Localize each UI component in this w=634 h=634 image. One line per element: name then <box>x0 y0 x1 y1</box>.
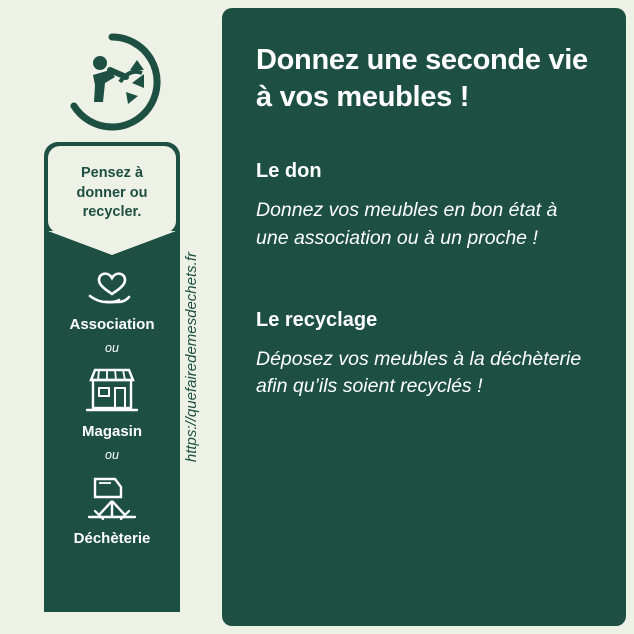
recycling-center-icon <box>44 468 180 526</box>
section-title: Le don <box>256 160 322 183</box>
banner-callout <box>48 146 176 233</box>
shop-icon <box>44 361 180 419</box>
page-title: Donnez une seconde vie à vos meubles ! <box>256 44 588 114</box>
banner-item-label: Association <box>69 316 155 333</box>
banner-item-label: Déchèterie <box>73 530 151 547</box>
hand-heart-icon <box>44 254 180 312</box>
banner-item-magasin[interactable] <box>44 361 180 440</box>
separator-or-1: ou <box>105 341 119 355</box>
recycling-person-logo <box>60 30 164 134</box>
banner-item-label: Magasin <box>81 423 142 440</box>
section-title: Le recyclage <box>256 308 378 331</box>
banner-item-association[interactable] <box>44 254 180 333</box>
section-body: Donnez vos meubles en bon état à une association ou à un proche ! <box>256 199 558 249</box>
section-le-recyclage <box>256 309 596 401</box>
banner-item-dechetterie[interactable] <box>44 468 180 547</box>
actions-banner <box>44 142 180 612</box>
website-url[interactable]: https://quefairedemesdechets.fr <box>183 252 200 463</box>
separator-or-2: ou <box>105 448 119 462</box>
section-le-don <box>256 160 596 252</box>
content-panel <box>222 8 626 626</box>
left-column <box>0 0 222 634</box>
banner-items <box>44 254 180 549</box>
section-body: Déposez vos meubles à la déchèterie afin qu’ils soient recyclés ! <box>256 347 582 398</box>
banner-callout-text: Pensez à donner ou recycler. <box>76 165 148 221</box>
